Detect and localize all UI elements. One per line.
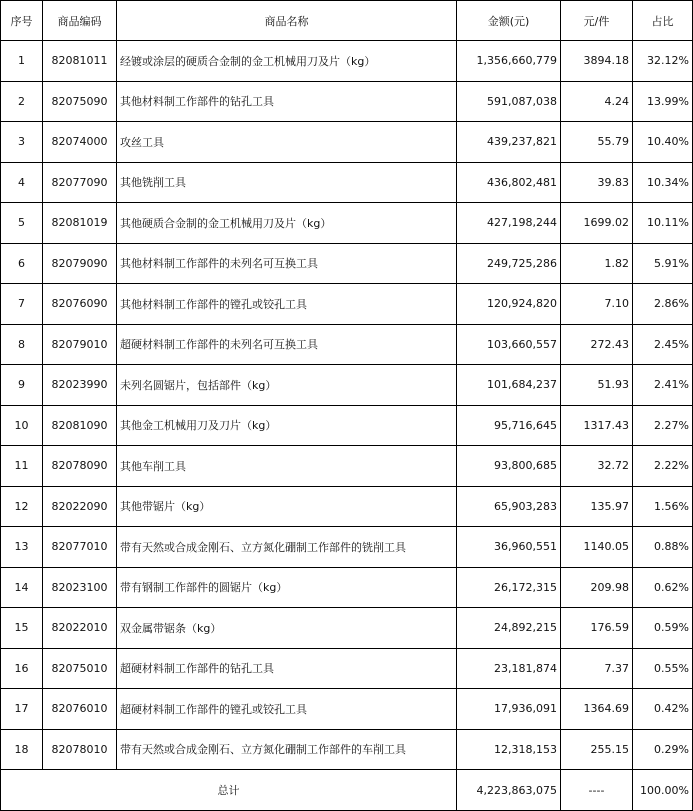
cell-unit-price: 1317.43 [561,405,633,446]
cell-amount: 23,181,874 [457,648,561,689]
cell-amount: 24,892,215 [457,608,561,649]
cell-code: 82023990 [43,365,117,406]
cell-share: 2.27% [633,405,693,446]
cell-code: 82079090 [43,243,117,284]
table-row [1,486,693,527]
cell-amount: 26,172,315 [457,567,561,608]
cell-share: 5.91% [633,243,693,284]
total-label: 总计 [1,770,457,811]
cell-amount: 36,960,551 [457,527,561,568]
cell-name: 其他材料制工作部件的镗孔或铰孔工具 [117,284,457,325]
cell-name: 其他带锯片（kg） [117,486,457,527]
cell-name: 超硬材料制工作部件的镗孔或铰孔工具 [117,689,457,730]
table-row [1,284,693,325]
cell-unit-price: 1140.05 [561,527,633,568]
cell-amount: 1,356,660,779 [457,41,561,82]
cell-share: 0.42% [633,689,693,730]
table-row [1,729,693,770]
total-row [1,770,693,811]
cell-no: 3 [1,122,43,163]
cell-amount: 436,802,481 [457,162,561,203]
cell-amount: 427,198,244 [457,203,561,244]
cell-unit-price: 7.10 [561,284,633,325]
cell-amount: 103,660,557 [457,324,561,365]
cell-share: 0.88% [633,527,693,568]
cell-share: 10.11% [633,203,693,244]
cell-share: 0.55% [633,648,693,689]
header-amount: 金额(元) [457,1,561,41]
cell-unit-price: 3894.18 [561,41,633,82]
cell-unit-price: 209.98 [561,567,633,608]
table-row [1,41,693,82]
cell-share: 2.45% [633,324,693,365]
cell-name: 其他硬质合金制的金工机械用刀及片（kg） [117,203,457,244]
table-row [1,405,693,446]
cell-no: 1 [1,41,43,82]
cell-code: 82077090 [43,162,117,203]
cell-no: 10 [1,405,43,446]
cell-amount: 12,318,153 [457,729,561,770]
header-share: 占比 [633,1,693,41]
cell-no: 16 [1,648,43,689]
cell-unit-price: 51.93 [561,365,633,406]
total-amount: 4,223,863,075 [457,770,561,811]
header-code: 商品编码 [43,1,117,41]
table-row [1,162,693,203]
cell-code: 82078090 [43,446,117,487]
cell-name: 超硬材料制工作部件的钻孔工具 [117,648,457,689]
cell-name: 双金属带锯条（kg） [117,608,457,649]
cell-name: 其他材料制工作部件的钻孔工具 [117,81,457,122]
header-name: 商品名称 [117,1,457,41]
cell-code: 82076010 [43,689,117,730]
table-row [1,324,693,365]
cell-name: 带有钢制工作部件的圆锯片（kg） [117,567,457,608]
cell-share: 2.86% [633,284,693,325]
cell-unit-price: 255.15 [561,729,633,770]
cell-code: 82077010 [43,527,117,568]
cell-no: 13 [1,527,43,568]
cell-share: 0.62% [633,567,693,608]
cell-no: 7 [1,284,43,325]
cell-code: 82076090 [43,284,117,325]
cell-name: 攻丝工具 [117,122,457,163]
cell-share: 2.22% [633,446,693,487]
cell-unit-price: 1364.69 [561,689,633,730]
table-row [1,203,693,244]
cell-unit-price: 272.43 [561,324,633,365]
cell-unit-price: 135.97 [561,486,633,527]
cell-no: 2 [1,81,43,122]
cell-amount: 101,684,237 [457,365,561,406]
cell-unit-price: 4.24 [561,81,633,122]
cell-code: 82023100 [43,567,117,608]
cell-unit-price: 39.83 [561,162,633,203]
cell-unit-price: 176.59 [561,608,633,649]
cell-code: 82078010 [43,729,117,770]
cell-share: 13.99% [633,81,693,122]
cell-name: 带有天然或合成金刚石、立方氮化硼制工作部件的车削工具 [117,729,457,770]
cell-no: 12 [1,486,43,527]
table-body [1,41,693,770]
header-unit-price: 元/件 [561,1,633,41]
cell-amount: 120,924,820 [457,284,561,325]
table-row [1,122,693,163]
cell-share: 10.40% [633,122,693,163]
total-share: 100.00% [633,770,693,811]
cell-code: 82074000 [43,122,117,163]
cell-share: 0.59% [633,608,693,649]
cell-code: 82022090 [43,486,117,527]
cell-share: 0.29% [633,729,693,770]
cell-code: 82081019 [43,203,117,244]
table-row [1,648,693,689]
table-row [1,446,693,487]
cell-unit-price: 55.79 [561,122,633,163]
cell-no: 9 [1,365,43,406]
cell-no: 4 [1,162,43,203]
table-row [1,365,693,406]
cell-amount: 439,237,821 [457,122,561,163]
cell-share: 10.34% [633,162,693,203]
cell-share: 2.41% [633,365,693,406]
cell-name: 带有天然或合成金刚石、立方氮化硼制工作部件的铣削工具 [117,527,457,568]
cell-code: 82022010 [43,608,117,649]
cell-code: 82075010 [43,648,117,689]
cell-amount: 95,716,645 [457,405,561,446]
table-row [1,527,693,568]
cell-name: 其他材料制工作部件的未列名可互换工具 [117,243,457,284]
cell-share: 1.56% [633,486,693,527]
cell-name: 未列名圆锯片，包括部件（kg） [117,365,457,406]
cell-amount: 93,800,685 [457,446,561,487]
cell-no: 11 [1,446,43,487]
total-unit-price: ---- [561,770,633,811]
cell-unit-price: 1.82 [561,243,633,284]
cell-code: 82081090 [43,405,117,446]
cell-name: 其他车削工具 [117,446,457,487]
table-row [1,243,693,284]
cell-no: 15 [1,608,43,649]
cell-name: 超硬材料制工作部件的未列名可互换工具 [117,324,457,365]
cell-amount: 17,936,091 [457,689,561,730]
cell-name: 其他铣削工具 [117,162,457,203]
cell-code: 82081011 [43,41,117,82]
table-row [1,689,693,730]
cell-name: 经镀或涂层的硬质合金制的金工机械用刀及片（kg） [117,41,457,82]
header-no: 序号 [1,1,43,41]
cell-amount: 591,087,038 [457,81,561,122]
cell-unit-price: 32.72 [561,446,633,487]
cell-no: 18 [1,729,43,770]
cell-name: 其他金工机械用刀及刀片（kg） [117,405,457,446]
table-row [1,608,693,649]
cell-amount: 65,903,283 [457,486,561,527]
cell-no: 6 [1,243,43,284]
cell-unit-price: 7.37 [561,648,633,689]
cell-share: 32.12% [633,41,693,82]
cell-no: 14 [1,567,43,608]
cell-no: 8 [1,324,43,365]
table-row [1,567,693,608]
cell-code: 82079010 [43,324,117,365]
cell-no: 17 [1,689,43,730]
cell-no: 5 [1,203,43,244]
cell-unit-price: 1699.02 [561,203,633,244]
header-row [1,1,693,41]
cell-amount: 249,725,286 [457,243,561,284]
table-row [1,81,693,122]
cell-code: 82075090 [43,81,117,122]
